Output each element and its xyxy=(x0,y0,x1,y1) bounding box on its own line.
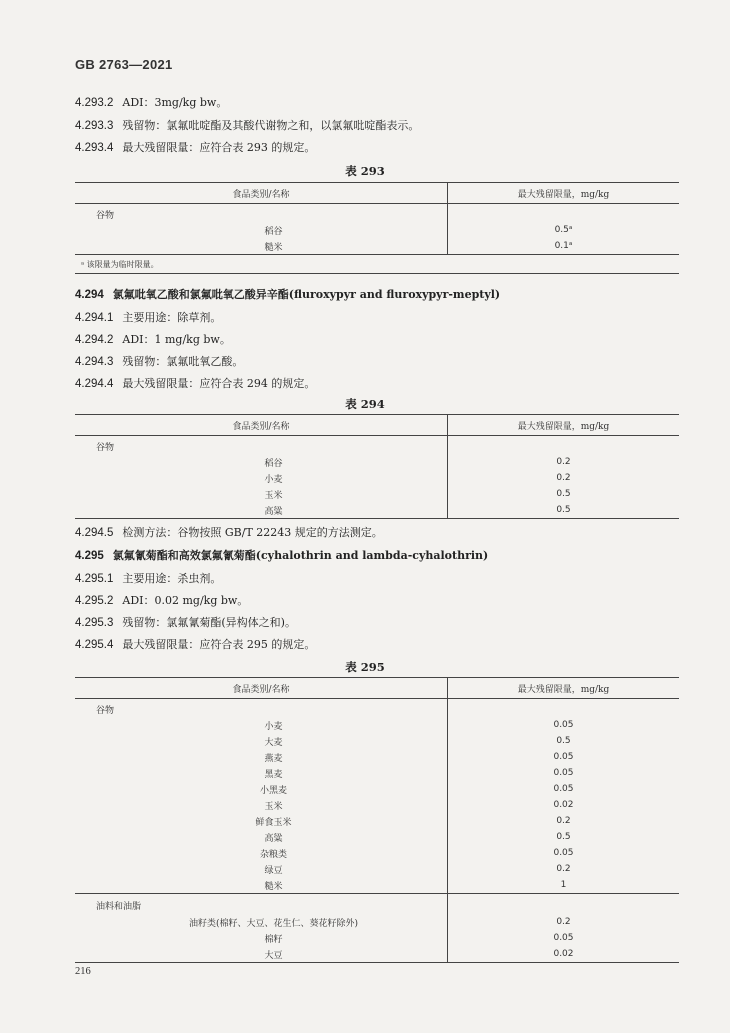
table-293-caption: 表 293 xyxy=(345,164,385,178)
table-294 xyxy=(75,414,679,519)
table-row xyxy=(75,813,679,829)
group-label: 油料和油脂 xyxy=(75,894,448,915)
clause-number: 4.293.4 xyxy=(75,142,114,154)
clause-number: 4.294.1 xyxy=(75,312,114,324)
clause-number: 4.294.2 xyxy=(75,334,114,346)
section-title: 氯氟氰菊酯和高效氯氟氰菊酯(cyhalothrin and lambda-cyhalothrin) xyxy=(112,549,489,562)
food-name: 小麦 xyxy=(264,721,283,732)
clause-number: 4.294.3 xyxy=(75,356,114,368)
clause-number: 4.295.4 xyxy=(75,639,114,651)
mrl-value: 0.05 xyxy=(448,717,680,733)
clause-text: ADI：3mg/kg bw。 xyxy=(122,96,228,109)
clause-4-293-4 xyxy=(75,139,315,155)
food-name: 小黑麦 xyxy=(259,785,287,796)
mrl-value: 0.5 xyxy=(448,733,680,749)
mrl-value: 0.02 xyxy=(448,797,680,813)
table-row xyxy=(75,470,679,486)
table-293 xyxy=(75,182,679,274)
mrl-value: 0.5ᵃ xyxy=(448,222,680,238)
food-name: 高粱 xyxy=(75,502,448,519)
table-row xyxy=(75,204,679,223)
column-header-category: 食品类别/名称 xyxy=(75,678,448,699)
column-header-mrl: 最大残留限量，mg/kg xyxy=(448,415,680,436)
mrl-value: 0.05 xyxy=(448,749,680,765)
table-row xyxy=(75,946,679,963)
table-row xyxy=(75,845,679,861)
table-row xyxy=(75,238,679,255)
table-row xyxy=(75,436,679,455)
table-row xyxy=(75,699,679,718)
clause-number: 4.294.5 xyxy=(75,527,114,539)
food-name: 高粱 xyxy=(264,833,283,844)
clause-4-295-2 xyxy=(75,592,248,608)
clause-text: ADI：1 mg/kg bw。 xyxy=(122,333,231,346)
column-header-mrl: 最大残留限量，mg/kg xyxy=(448,678,680,699)
mrl-value: 0.05 xyxy=(448,781,680,797)
food-name: 小麦 xyxy=(264,474,283,485)
clause-text: ADI：0.02 mg/kg bw。 xyxy=(122,594,249,607)
table-row xyxy=(75,749,679,765)
table-row xyxy=(75,781,679,797)
food-name: 杂粮类 xyxy=(259,849,287,860)
column-header-category: 食品类别/名称 xyxy=(75,183,448,204)
clause-text: 残留物：氯氟吡氧乙酸。 xyxy=(122,355,244,368)
table-row xyxy=(75,454,679,470)
table-row xyxy=(75,717,679,733)
mrl-value: 0.05 xyxy=(448,765,680,781)
section-4-294-title xyxy=(75,286,500,302)
mrl-value: 1 xyxy=(448,877,680,894)
clause-text: 残留物：氯氟吡啶酯及其酸代谢物之和，以氯氟吡啶酯表示。 xyxy=(122,119,420,132)
food-name: 玉米 xyxy=(264,490,283,501)
table-row xyxy=(75,914,679,930)
clause-number: 4.293.2 xyxy=(75,97,114,109)
section-4-295-title xyxy=(75,547,488,563)
mrl-value: 0.2 xyxy=(448,813,680,829)
food-name: 绿豆 xyxy=(264,865,283,876)
food-name: 稻谷 xyxy=(264,226,283,237)
clause-4-293-3 xyxy=(75,117,419,133)
mrl-value: 0.5 xyxy=(448,502,680,519)
table-row xyxy=(75,765,679,781)
column-header-category: 食品类别/名称 xyxy=(75,415,448,436)
clause-text: 主要用途：除草剂。 xyxy=(122,311,222,324)
clause-4-294-2 xyxy=(75,331,231,347)
clause-text: 最大残留限量：应符合表 293 的规定。 xyxy=(122,141,316,154)
food-name: 糙米 xyxy=(264,881,283,892)
clause-4-295-4 xyxy=(75,636,315,652)
food-name: 大麦 xyxy=(264,737,283,748)
table-footnote-row xyxy=(75,255,679,274)
table-row xyxy=(75,930,679,946)
clause-text: 最大残留限量：应符合表 294 的规定。 xyxy=(122,377,316,390)
mrl-value: 0.2 xyxy=(448,454,680,470)
group-label: 谷物 xyxy=(96,705,115,716)
column-header-mrl: 最大残留限量，mg/kg xyxy=(448,183,680,204)
mrl-value: 0.02 xyxy=(448,946,680,963)
table-295 xyxy=(75,677,679,963)
mrl-value: 0.5 xyxy=(448,486,680,502)
clause-4-294-5 xyxy=(75,524,383,540)
table-row xyxy=(75,733,679,749)
clause-number: 4.295.2 xyxy=(75,595,114,607)
section-number: 4.295 xyxy=(75,550,104,562)
group-label: 谷物 xyxy=(96,442,115,453)
table-header-row xyxy=(75,183,679,204)
table-header-row xyxy=(75,678,679,699)
food-name: 鲜食玉米 xyxy=(255,817,292,828)
table-295-caption: 表 295 xyxy=(345,660,385,674)
section-title: 氯氟吡氧乙酸和氯氟吡氧乙酸异辛酯(fluroxypyr and fluroxypyr-meptyl) xyxy=(112,288,501,301)
table-row xyxy=(75,502,679,519)
table-row xyxy=(75,861,679,877)
food-name: 玉米 xyxy=(264,801,283,812)
food-name: 棉籽 xyxy=(264,934,283,945)
clause-number: 4.295.3 xyxy=(75,617,114,629)
clause-number: 4.294.4 xyxy=(75,378,114,390)
table-row xyxy=(75,829,679,845)
mrl-value: 0.1ᵃ xyxy=(448,238,680,255)
clause-number: 4.293.3 xyxy=(75,120,114,132)
group-label: 谷物 xyxy=(96,210,115,221)
clause-text: 最大残留限量：应符合表 295 的规定。 xyxy=(122,638,316,651)
clause-4-295-1 xyxy=(75,570,221,586)
table-294-caption: 表 294 xyxy=(345,397,385,411)
mrl-value: 0.05 xyxy=(448,845,680,861)
clause-4-294-3 xyxy=(75,353,243,369)
clause-text: 主要用途：杀虫剂。 xyxy=(122,572,222,585)
mrl-value: 0.2 xyxy=(448,470,680,486)
clause-text: 残留物：氯氟氰菊酯(异构体之和)。 xyxy=(122,616,296,629)
page-number: 216 xyxy=(75,966,91,977)
mrl-value: 0.5 xyxy=(448,829,680,845)
food-name: 燕麦 xyxy=(264,753,283,764)
table-header-row xyxy=(75,415,679,436)
food-name: 黑麦 xyxy=(264,769,283,780)
table-row xyxy=(75,486,679,502)
clause-4-295-3 xyxy=(75,614,296,630)
clause-number: 4.295.1 xyxy=(75,573,114,585)
clause-4-294-1 xyxy=(75,309,221,325)
table-row xyxy=(75,222,679,238)
table-row xyxy=(75,797,679,813)
food-name: 糙米 xyxy=(264,242,283,253)
food-name: 稻谷 xyxy=(264,458,283,469)
clause-4-294-4 xyxy=(75,375,315,391)
mrl-value: 0.2 xyxy=(448,861,680,877)
section-number: 4.294 xyxy=(75,289,104,301)
table-row xyxy=(75,877,679,894)
table-footnote: ᵃ 该限量为临时限量。 xyxy=(75,255,679,274)
table-row xyxy=(75,894,679,915)
mrl-value: 0.05 xyxy=(448,930,680,946)
food-name: 大豆 xyxy=(75,946,448,963)
standard-code-header: GB 2763—2021 xyxy=(75,57,173,72)
clause-4-293-2 xyxy=(75,94,227,110)
clause-text: 检测方法：谷物按照 GB/T 22243 规定的方法测定。 xyxy=(122,526,383,539)
food-name: 油籽类(棉籽、大豆、花生仁、葵花籽除外) xyxy=(188,918,359,929)
mrl-value: 0.2 xyxy=(448,914,680,930)
